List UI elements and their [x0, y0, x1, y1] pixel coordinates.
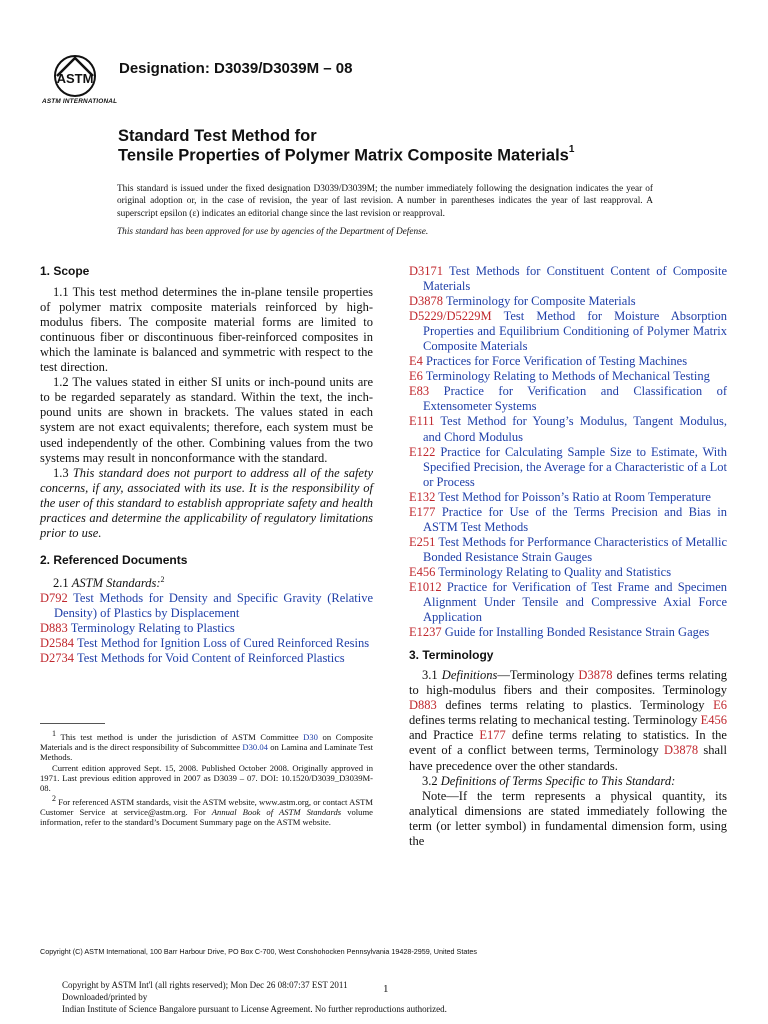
reference-code-link[interactable]: D5229/D5229M — [409, 309, 492, 324]
reference-code-link[interactable]: E4 — [409, 354, 423, 369]
scope-heading: 1. Scope — [40, 264, 90, 278]
reference-title-link[interactable]: Test Methods for Performance Characteristics of Metallic Bonded Resistance Strain Gauges — [423, 534, 727, 564]
reference-title-link[interactable]: Terminology Relating to Plastics — [70, 621, 235, 636]
reference-code-link[interactable]: D3171 — [409, 264, 444, 278]
reference-item — [409, 369, 727, 384]
reference-item — [409, 490, 727, 505]
footnote-rule — [40, 723, 105, 724]
terminology-note: Note—If the term represents a physical quantity, its analytical dimensions are stated immediately following the term (or letter symbol) in fundamental dimension form, using the — [409, 788, 727, 848]
reference-item — [409, 580, 727, 625]
reference-title-link[interactable]: Guide for Installing Bonded Resistance Strain Gages — [444, 625, 710, 640]
reference-title-link[interactable]: Test Methods for Void Content of Reinforced Plastics — [76, 651, 345, 666]
reference-code-link[interactable]: D883 — [40, 621, 68, 636]
reference-item — [409, 565, 727, 580]
copyright-line: Copyright (C) ASTM International, 100 Barr Harbour Drive, PO Box C-700, West Conshohocken Pennsylvania 19428-2959, United States — [40, 947, 477, 956]
footnote-1b: Current edition approved Sept. 15, 2008. Published October 2008. Originally approved in 1971. Last previous edition approved in 2007 as D3039 – 07. DOI: 10.1520/D3039_D3039M-08. — [40, 762, 373, 794]
footnotes — [40, 729, 373, 827]
reference-code-link[interactable]: D2584 — [40, 636, 75, 651]
reference-item — [409, 505, 727, 535]
reference-code-link[interactable]: E456 — [409, 564, 436, 579]
footnote-1: $^1$ This test method is under the jurisdiction of ASTM Committee D30 on Composite Materials and is the direct responsibility of Subcommittee D30.04 on Lamina and Laminate Test Methods. — [40, 729, 374, 763]
terminology-3-2: 3.2 Definitions of Terms Specific to This Standard: — [422, 773, 676, 788]
reference-code-link[interactable]: E6 — [409, 369, 423, 384]
astm-logo — [40, 52, 118, 110]
link-d30[interactable]: D30 — [303, 731, 318, 742]
reference-code-link[interactable]: E83 — [409, 384, 430, 399]
designation-notice: This standard is issued under the fixed designation D3039/D3039M; the number immediately following the designation indicates the year of original adoption or, in the case of revision, the year of last revision. A number in parentheses indicates the year of last reapproval. A superscript epsilon (ε) indicates an editorial change since the last revision or reapproval. — [117, 184, 653, 219]
title-line-2: Tensile Properties of Polymer Matrix Composite Materials$^1$ — [118, 144, 575, 165]
reference-title-link[interactable]: Terminology for Composite Materials — [445, 294, 636, 309]
page-number: 1 — [383, 983, 389, 995]
reference-code-link[interactable]: D3878 — [409, 294, 444, 309]
reference-item — [40, 651, 373, 666]
reference-code-link[interactable]: E111 — [409, 414, 435, 429]
reference-code-link[interactable]: E251 — [409, 534, 436, 549]
reference-code-link[interactable]: E1237 — [409, 625, 442, 640]
reference-title-link[interactable]: Practice for Verification of Test Frame and Specimen Alignment Under Tensile and Compressive Axial Force Application — [423, 579, 728, 625]
reference-title-link[interactable]: Test Methods for Density and Specific Gravity (Relative Density) of Plastics by Displacement — [54, 591, 374, 621]
dod-notice: This standard has been approved for use by agencies of the Department of Defense. — [117, 227, 429, 237]
reference-code-link[interactable]: D792 — [40, 591, 68, 606]
reference-title-link[interactable]: Test Method for Young’s Modulus, Tangent Modulus, and Chord Modulus — [423, 414, 727, 444]
reference-title-link[interactable]: Practice for Verification and Classification of Extensometer Systems — [423, 384, 727, 414]
reference-title-link[interactable]: Terminology Relating to Quality and Statistics — [438, 564, 672, 579]
reference-item — [409, 354, 727, 369]
reference-item — [409, 445, 727, 490]
reference-code-link[interactable]: E122 — [409, 444, 436, 459]
reference-title-link[interactable]: Practice for Calculating Sample Size to Estimate, With Specified Precision, the Average for a Characteristic of a Lot or Process — [423, 444, 728, 489]
reference-title-link[interactable]: Test Method for Poisson’s Ratio at Room Temperature — [438, 489, 711, 504]
reference-title-link[interactable]: Test Methods for Constituent Content of Composite Materials — [423, 264, 727, 294]
reference-title-link[interactable]: Terminology Relating to Methods of Mechanical Testing — [425, 369, 710, 384]
link-d3878[interactable]: D3878 — [578, 668, 613, 683]
title-footnote-mark: 1 — [568, 144, 575, 155]
reference-item — [409, 535, 727, 565]
astm-standards-label: 2.1 ASTM Standards:$^2$ — [53, 574, 165, 591]
reference-list-left — [40, 591, 373, 666]
reference-item — [409, 309, 727, 354]
reference-code-link[interactable]: D2734 — [40, 651, 75, 666]
logo-wordmark: ASTM INTERNATIONAL — [42, 98, 118, 105]
reference-code-link[interactable]: E1012 — [409, 579, 442, 594]
terminology-3-1: 3.1 Definitions—Terminology D3878 defines terms relating to high-modulus fibers and their composites. Terminology D883 defines terms relating to plastics. Terminology E6 defines terms relating to mechanical testing. Terminology E456 and Practice E177 define terms relating to statistics. In the event of a conflict between terms, Terminology D3878 shall have precedence over the other standards. — [409, 668, 727, 773]
download-notice: Copyright by ASTM Int'l (all rights reserved); Mon Dec 26 08:07:37 EST 2011 Downloaded/printed by Indian Institute of Science Bangalore pursuant to License Agreement. No further reproductions authorized. — [62, 980, 447, 1014]
terminology-heading: 3. Terminology — [409, 648, 494, 663]
reference-item — [409, 414, 727, 444]
svg-text:ASTM: ASTM — [56, 71, 94, 86]
link-e456[interactable]: E456 — [700, 713, 727, 728]
link-e6[interactable]: E6 — [713, 698, 727, 713]
reference-title-link[interactable]: Test Method for Ignition Loss of Cured Reinforced Resins — [76, 636, 370, 651]
right-column — [409, 264, 727, 849]
title-line-1: Standard Test Method for — [118, 127, 317, 145]
reference-code-link[interactable]: E132 — [409, 489, 436, 504]
link-d3878[interactable]: D3878 — [664, 743, 699, 758]
reference-item — [40, 636, 373, 651]
reference-code-link[interactable]: E177 — [409, 504, 436, 519]
reference-item — [409, 294, 727, 309]
scope-1-2: 1.2 The values stated in either SI units or inch-pound units are to be regarded separately as standard. Within the text, the inch-pound units are shown in brackets. The values stated in each system are not exact equivalents; therefore, each system must be used independently of the other. Combining values from the two systems may result in nonconformance with the standard. — [40, 375, 373, 465]
reference-item — [40, 621, 373, 636]
link-d30-04[interactable]: D30.04 — [242, 742, 268, 753]
left-column — [40, 264, 373, 666]
scope-1-1: 1.1 This test method determines the in-plane tensile properties of polymer matrix composite materials reinforced by high-modulus fibers. The composite material forms are limited to continuous fiber or discontinuous fiber-reinforced composites in which the laminate is balanced and symmetric with respect to the test direction. — [40, 285, 373, 375]
scope-1-3: 1.3 This standard does not purport to address all of the safety concerns, if any, associated with its use. It is the responsibility of the user of this standard to establish appropriate safety and health practices and determine the applicability of regulatory limitations prior to use. — [40, 465, 374, 540]
referenced-heading: 2. Referenced Documents — [40, 552, 188, 567]
reference-item — [409, 625, 727, 640]
designation: Designation: D3039/D3039M – 08 — [119, 60, 353, 77]
reference-item — [409, 384, 727, 414]
reference-item — [40, 591, 373, 621]
footnote-2: $^2$ For referenced ASTM standards, visit the ASTM website, www.astm.org, or contact ASTM Customer Service at service@astm.org. For Annual Book of ASTM Standards volume information, refer to the standard’s Document Summary page on the ASTM website. — [40, 793, 374, 828]
reference-title-link[interactable]: Test Method for Moisture Absorption Properties and Equilibrium Conditioning of Polymer Matrix Composite Materials — [423, 309, 727, 354]
link-d883[interactable]: D883 — [409, 698, 437, 713]
reference-list-right — [409, 264, 727, 640]
reference-title-link[interactable]: Practice for Use of the Terms Precision and Bias in ASTM Test Methods — [423, 504, 727, 534]
reference-title-link[interactable]: Practices for Force Verification of Testing Machines — [426, 354, 688, 369]
reference-item — [409, 264, 727, 294]
link-e177[interactable]: E177 — [479, 728, 506, 743]
